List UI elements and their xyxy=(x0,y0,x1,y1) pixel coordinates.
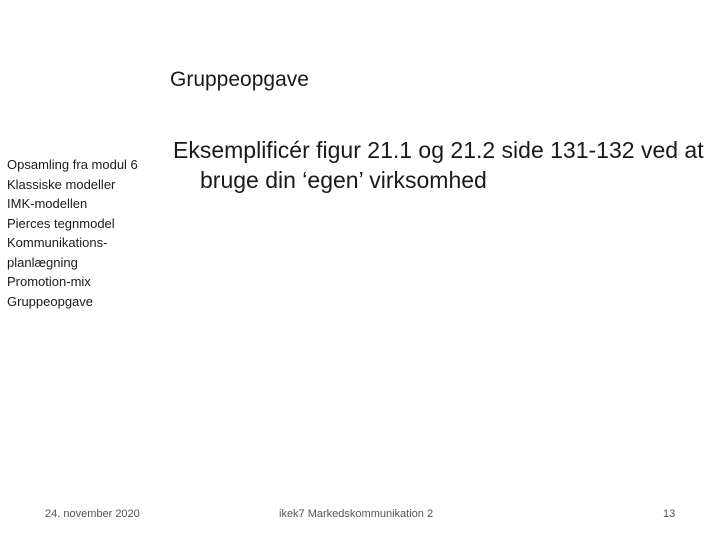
agenda-sidebar xyxy=(7,155,167,311)
task-description xyxy=(173,135,703,195)
footer-date: 24. november 2020 xyxy=(45,508,140,520)
agenda-item-promotion-mix: Promotion-mix xyxy=(7,274,91,289)
agenda-item-gruppeopgave: Gruppeopgave xyxy=(7,293,94,309)
task-line-2: bruge din ‘egen’ virksomhed xyxy=(200,167,487,193)
slide-title: Gruppeopgave xyxy=(170,68,309,91)
agenda-item-pierces-tegnmodel: Pierces tegnmodel xyxy=(7,215,115,231)
agenda-item-opsamling: Opsamling fra modul 6 xyxy=(7,157,138,172)
agenda-item-planlaegning: planlægning xyxy=(7,254,78,270)
footer-course: ikek7 Markedskommunikation 2 xyxy=(279,508,434,520)
agenda-item-kommunikations: Kommunikations- xyxy=(7,235,108,250)
agenda-item-imk-modellen: IMK-modellen xyxy=(7,196,88,211)
agenda-item-klassiske-modeller: Klassiske modeller xyxy=(7,176,116,192)
task-line-1: Eksemplificér figur 21.1 og 21.2 side 131-132 ved at xyxy=(173,137,704,163)
page-number: 13 xyxy=(663,508,676,520)
